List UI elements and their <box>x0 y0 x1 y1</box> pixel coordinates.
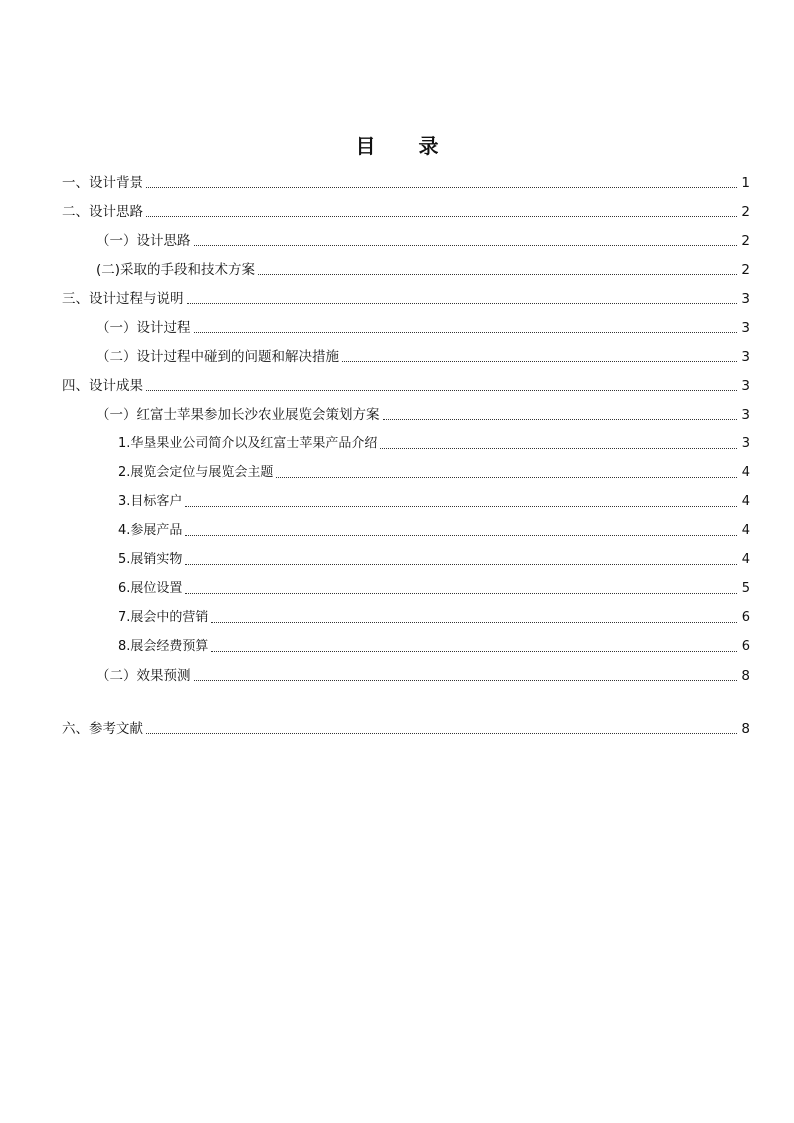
toc-entry[interactable] <box>62 572 750 601</box>
toc-entry-label: 7.展会中的营销 <box>118 610 209 625</box>
toc-entry[interactable] <box>62 427 750 456</box>
toc-entry-label: 六、参考文献 <box>62 721 143 737</box>
toc-entry-label: 二、设计思路 <box>62 204 143 220</box>
toc-leader-dots <box>276 477 737 478</box>
toc-leader-dots <box>258 274 737 275</box>
toc-list <box>62 166 750 741</box>
toc-entry-page: 3 <box>741 378 750 394</box>
toc-entry-label: （二）效果预测 <box>96 668 191 684</box>
toc-entry-page: 3 <box>741 436 750 451</box>
toc-entry-label: （一）红富士苹果参加长沙农业展览会策划方案 <box>96 407 380 423</box>
toc-entry[interactable] <box>62 282 750 311</box>
toc-entry-label: 一、设计背景 <box>62 175 143 191</box>
toc-entry-page: 4 <box>741 465 750 480</box>
toc-entry-page: 4 <box>741 494 750 509</box>
toc-leader-dots <box>146 390 737 391</box>
toc-entry[interactable] <box>62 311 750 340</box>
toc-entry-page: 2 <box>741 233 750 249</box>
toc-entry-page: 2 <box>741 262 750 278</box>
toc-entry-label: 4.参展产品 <box>118 523 183 538</box>
toc-entry-page: 4 <box>741 523 750 538</box>
toc-entry-label: 四、设计成果 <box>62 378 143 394</box>
toc-entry-label: （一）设计过程 <box>96 320 191 336</box>
toc-leader-dots <box>185 506 737 507</box>
toc-leader-dots <box>146 187 737 188</box>
toc-leader-dots <box>185 593 737 594</box>
toc-leader-dots <box>211 651 737 652</box>
toc-entry[interactable] <box>62 543 750 572</box>
toc-entry-label: 2.展览会定位与展览会主题 <box>118 465 274 480</box>
toc-entry[interactable] <box>62 456 750 485</box>
toc-leader-dots <box>146 216 737 217</box>
toc-entry[interactable] <box>62 166 750 195</box>
toc-entry-page: 6 <box>741 610 750 625</box>
toc-leader-dots <box>185 535 737 536</box>
toc-entry-page: 8 <box>741 721 750 737</box>
toc-entry-label: 3.目标客户 <box>118 494 183 509</box>
toc-entry-label: （一）设计思路 <box>96 233 191 249</box>
toc-leader-dots <box>383 419 738 420</box>
toc-leader-dots <box>211 622 737 623</box>
toc-entry-page: 3 <box>741 291 750 307</box>
toc-leader-dots <box>187 303 738 304</box>
toc-title: 目 录 <box>355 134 457 158</box>
toc-entry-label: 8.展会经费预算 <box>118 639 209 654</box>
toc-leader-dots <box>342 361 737 362</box>
toc-entry[interactable] <box>62 601 750 630</box>
toc-entry[interactable] <box>62 630 750 659</box>
toc-entry-page: 3 <box>741 407 750 423</box>
toc-entry[interactable] <box>62 340 750 369</box>
toc-leader-dots <box>194 245 738 246</box>
toc-entry-label: 6.展位设置 <box>118 581 183 596</box>
toc-entry-page: 2 <box>741 204 750 220</box>
toc-leader-dots <box>380 448 737 449</box>
toc-entry[interactable] <box>62 253 750 282</box>
toc-entry-label: 1.华垦果业公司简介以及红富士苹果产品介绍 <box>118 436 378 451</box>
toc-entry-page: 8 <box>741 668 750 684</box>
toc-entry-page: 1 <box>741 175 750 191</box>
toc-leader-dots <box>194 332 738 333</box>
toc-leader-dots <box>185 564 737 565</box>
toc-entry[interactable] <box>62 659 750 688</box>
toc-entry[interactable] <box>62 485 750 514</box>
toc-entry[interactable] <box>62 398 750 427</box>
toc-entry-page: 3 <box>741 320 750 336</box>
toc-entry-page: 5 <box>741 581 750 596</box>
toc-entry[interactable] <box>62 369 750 398</box>
toc-entry-label: （二）设计过程中碰到的问题和解决措施 <box>96 349 339 365</box>
toc-entry-page: 3 <box>741 349 750 365</box>
toc-entry-label: 5.展销实物 <box>118 552 183 567</box>
toc-entry[interactable] <box>62 224 750 253</box>
toc-leader-dots <box>194 680 738 681</box>
toc-entry-label: 三、设计过程与说明 <box>62 291 184 307</box>
toc-entry-page: 4 <box>741 552 750 567</box>
toc-entry[interactable] <box>62 195 750 224</box>
toc-leader-dots <box>146 733 737 734</box>
toc-entry-label: (二)采取的手段和技术方案 <box>96 262 256 278</box>
toc-entry[interactable] <box>62 514 750 543</box>
toc-entry-page: 6 <box>741 639 750 654</box>
toc-entry[interactable] <box>62 712 750 741</box>
